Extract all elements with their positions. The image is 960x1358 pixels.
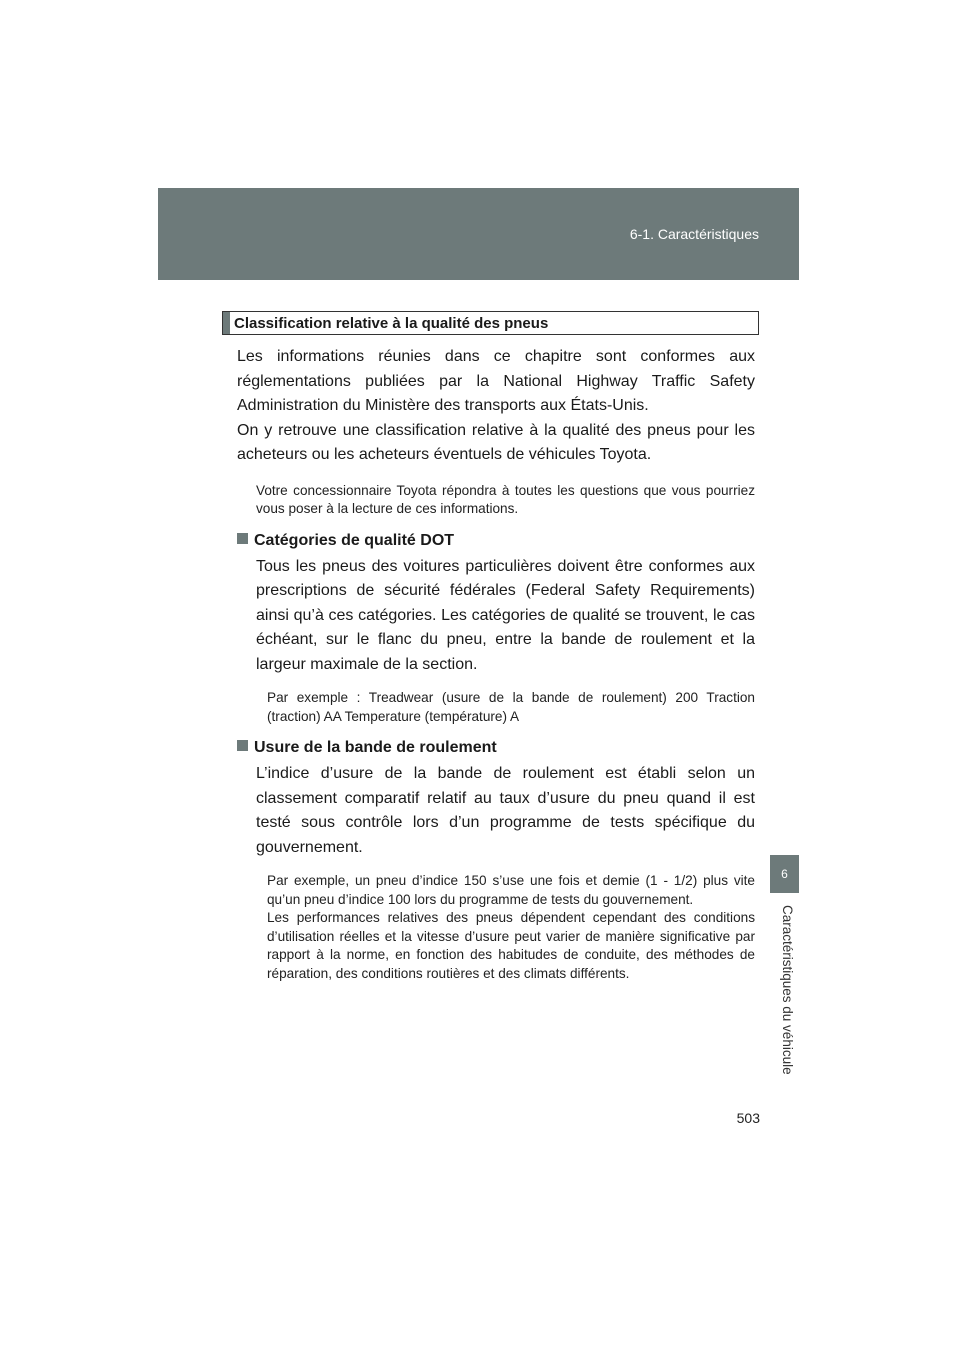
chapter-tab: 6 [770, 855, 799, 893]
treadwear-note-1: Par exemple, un pneu d’indice 150 s’use une fois et demie (1 - 1/2) plus vite qu’un pneu d’indice 100 lors du programme de tests du gouvernement. [267, 873, 755, 907]
intro-note: Votre concessionnaire Toyota répondra à toutes les questions que vous pourriez vous poser à la lecture de ces informations. [256, 482, 755, 516]
treadwear-note-2: Les performances relatives des pneus dépendent cependant des conditions d’utilisation réelles et la vitesse d’usure peut varier de manière significative par rapport à la norme, en fonction des habitudes de conduite, des méthodes de réparation, des conditions routières et des climats différents. [267, 910, 755, 981]
dot-body: Tous les pneus des voitures particulières doivent être conformes aux prescriptions de sécurité fédérales (Federal Safety Requirements) ainsi qu’à ces catégories. Les catégories de qualité se trouvent, le cas échéant, sur le flanc du pneu, entre la bande de roulement et la largeur maximale de la section. [256, 557, 755, 673]
square-bullet-icon [237, 533, 248, 544]
main-content [237, 345, 755, 983]
chapter-side-label: Caractéristiques du véhicule [780, 905, 795, 1075]
treadwear-heading-text: Usure de la bande de roulement [254, 739, 497, 756]
square-bullet-icon [237, 740, 248, 751]
section-title-bar [223, 312, 230, 334]
treadwear-body: L’indice d’usure de la bande de roulement est établi selon un classement comparatif relatif au taux d’usure du pneu quand il est testé sous contrôle lors d’un programme de tests spécifique du gouvernement. [256, 765, 755, 856]
intro-paragraph-2: On y retrouve une classification relative à la qualité des pneus pour les acheteurs ou les acheteurs éventuels de véhicules Toyota. [237, 421, 755, 463]
dot-heading [237, 529, 755, 553]
intro-paragraph-1: Les informations réunies dans ce chapitre sont conformes aux réglementations publiées par la National Highway Traffic Safety Administration du Ministère des transports aux États-Unis. [237, 348, 755, 414]
page-number: 503 [736, 1110, 760, 1126]
chapter-title: 6-1. Caractéristiques [629, 226, 759, 242]
section-title-box [222, 311, 759, 335]
dot-heading-text: Catégories de qualité DOT [254, 531, 455, 549]
section-title: Classification relative à la qualité des pneus [234, 315, 549, 332]
treadwear-heading [237, 736, 755, 760]
chapter-header-band [158, 188, 799, 280]
dot-example: Par exemple : Treadwear (usure de la bande de roulement) 200 Traction (traction) AA Temperature (température) A [267, 690, 755, 724]
